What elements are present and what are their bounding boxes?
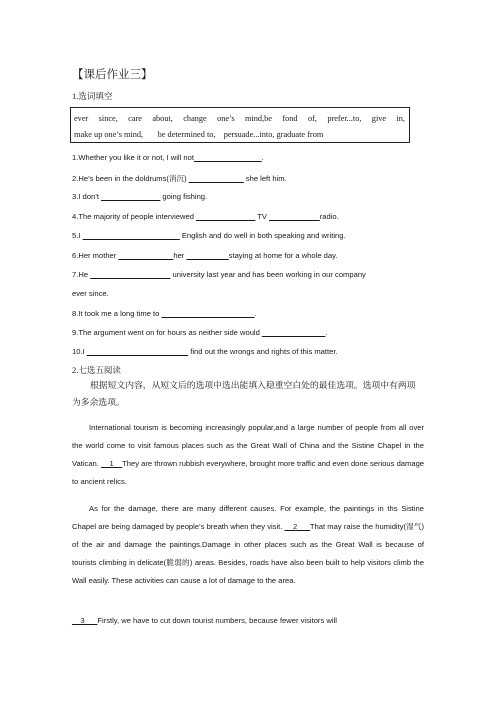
word-bank-line: ever since, care about, change one’s mind,be fond of, prefer...to, give in, [74,114,405,123]
answer-blank[interactable]: ____________ [269,212,320,221]
question-4: 4.The majority of people interviewed ______________ TV ____________radio. [72,212,339,221]
answer-blank[interactable]: ________________________ [86,347,189,356]
question-8: 8.It took me a long time to ______________________. [72,309,257,318]
answer-blank[interactable]: ______________ [101,192,161,201]
answer-blank[interactable]: _______________ [261,328,326,337]
worksheet-title: 【课后作业三】 [72,69,153,81]
question-10: 10.I ________________________ find out the wrongs and rights of this matter. [72,347,338,356]
answer-blank[interactable]: ______________________ [161,309,255,318]
passage-paragraph-2: As for the damage, there are many different causes. For example, the paintings in ths Sistine Chapel are being damaged by people’s breath when they visit. __2___That may raise the humidity(湿气) of the air and damage the paintings.Damage in other places such as the Great Wall is because of tourists climbing in delicate(脆弱的) areas. Besides, roads have also been built to help visitors climb the Wall easily. These activities can cause a lot of damage to the area. [72,504,424,585]
reading-blank-1[interactable]: __1__ [101,459,123,468]
question-9: 9.The argument went on for hours as neither side would _______________. [72,328,328,337]
question-6: 6.Her mother _____________her __________staying at home for a whole day. [72,251,338,260]
reading-blank-3[interactable]: __3___ [72,616,98,625]
passage-paragraph-3: __3___Firstly, we have to cut down tourist numbers, because fewer visitors will [72,616,337,625]
question-7-continued: ever since. [72,289,109,298]
reading-blank-2[interactable]: __2___ [284,522,310,531]
answer-blank[interactable]: ___________________ [90,270,171,279]
section-heading-vocabulary: 1.选词填空 [72,91,113,101]
reading-instructions: 根据短文内容，从短文后的选项中选出能填入稳重空白处的最佳选项。选项中有两项为多余选项。 [72,380,416,407]
question-7: 7.He ___________________ university last year and has been working in our company [72,270,366,279]
passage-paragraph-1: International tourism is becoming increasingly popular,and a large number of people from all over the world come to visit famous places such as the Great Wall of China and the Sistine Chapel in the Vatican. __1__They are thrown rubbish everywhere, brought more traffic and even done serious damage to ancient relics. [72,423,425,486]
answer-blank[interactable]: _____________ [118,251,174,260]
question-2: 2.He’s been in the doldrums(消沉) _____________ she left him. [72,174,287,183]
answer-blank[interactable]: _______________________ [82,231,180,240]
answer-blank[interactable]: _____________ [188,174,244,183]
question-1: 1.Whether you like it or not, I will not________________. [72,153,264,162]
answer-blank[interactable]: ________________ [193,153,262,162]
word-bank-box [70,107,410,143]
question-5: 5.I _______________________ English and do well in both speaking and writing. [72,231,346,240]
section-heading-reading: 2.七选五阅读 [72,365,121,375]
question-3: 3.I don’t ______________ going fishing. [72,192,208,201]
answer-blank[interactable]: __________ [186,251,229,260]
word-bank-line: make up one’s mind, be determined to, persuade...into, graduate from [74,130,324,139]
answer-blank[interactable]: ______________ [196,212,256,221]
